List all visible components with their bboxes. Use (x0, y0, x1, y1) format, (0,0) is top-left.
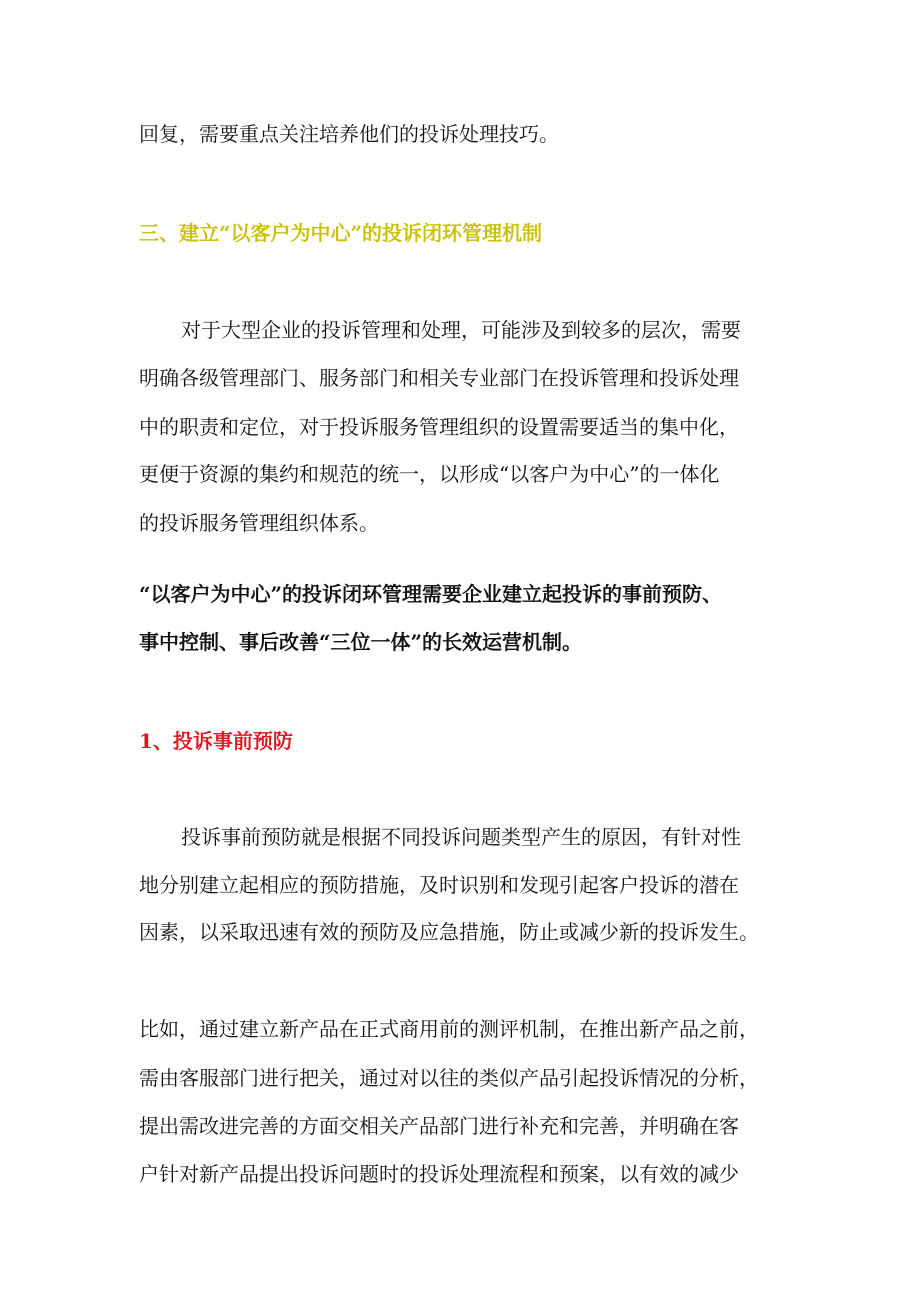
paragraph-line: 中的职责和定位，对于投诉服务管理组织的设置需要适当的集中化， (139, 415, 739, 439)
bold-statement-line: 事中控制、事后改善“三位一体”的长效运营机制。 (139, 630, 583, 654)
section-three-heading: 三、建立“以客户为中心”的投诉闭环管理机制 (139, 221, 543, 245)
paragraph-line: 的投诉服务管理组织体系。 (139, 511, 379, 535)
subsection-one-heading: 1、投诉事前预防 (139, 729, 293, 753)
paragraph-line: 因素，以采取迅速有效的预防及应急措施，防止或减少新的投诉发生。 (139, 920, 759, 944)
bold-statement-line: “以客户为中心”的投诉闭环管理需要企业建立起投诉的事前预防、 (139, 582, 723, 606)
continuation-text: 回复，需要重点关注培养他们的投诉处理技巧。 (139, 122, 559, 146)
paragraph-line: 比如，通过建立新产品在正式商用前的测评机制，在推出新产品之前， (139, 1017, 759, 1041)
paragraph-line: 投诉事前预防就是根据不同投诉问题类型产生的原因，有针对性 (181, 825, 741, 849)
paragraph-line: 户针对新产品提出投诉问题时的投诉处理流程和预案，以有效的减少 (139, 1162, 739, 1186)
paragraph-line: 需由客服部门进行把关，通过对以往的类似产品引起投诉情况的分析， (139, 1066, 759, 1090)
paragraph-line: 地分别建立起相应的预防措施，及时识别和发现引起客户投诉的潜在 (139, 873, 739, 897)
paragraph-line: 更便于资源的集约和规范的统一，以形成“以客户为中心”的一体化 (139, 462, 720, 486)
paragraph-line: 提出需改进完善的方面交相关产品部门进行补充和完善，并明确在客 (139, 1114, 739, 1138)
paragraph-line: 对于大型企业的投诉管理和处理，可能涉及到较多的层次，需要 (181, 318, 741, 342)
paragraph-line: 明确各级管理部门、服务部门和相关专业部门在投诉管理和投诉处理 (139, 366, 739, 390)
